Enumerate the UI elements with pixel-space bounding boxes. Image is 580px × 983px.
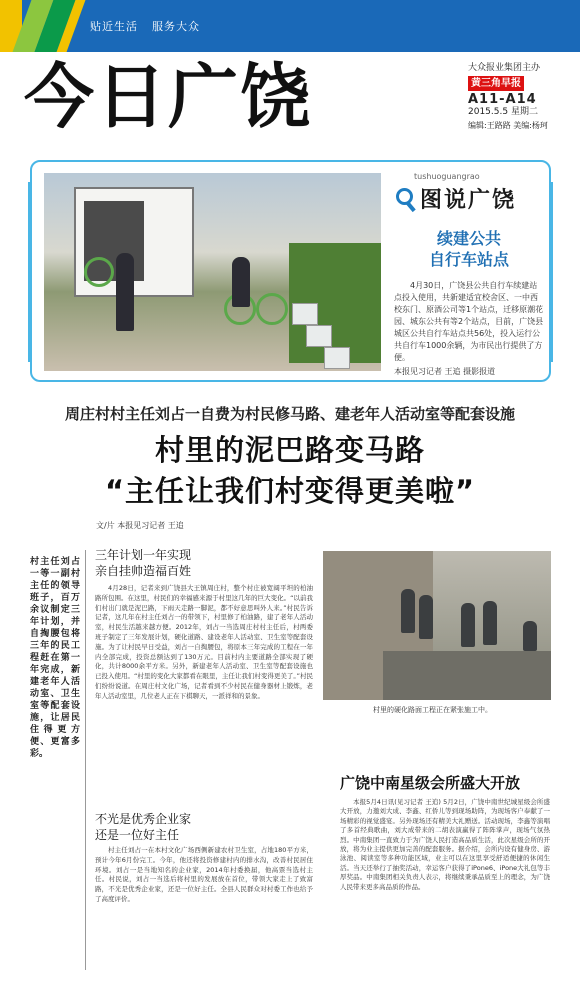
article-headline-2: “主任让我们村变得更美啦”	[104, 474, 476, 508]
worker	[461, 603, 475, 647]
feature-headline-line-1: 续建公共	[436, 229, 501, 248]
feature-byline: 本报见习记者 王追 摄影报道	[394, 367, 496, 376]
bike-wheel	[84, 257, 114, 287]
article-byline: 文/片 本报见习记者 王追	[96, 521, 184, 530]
bike-dock	[292, 303, 318, 325]
sub-paper-logo: 黄三角早报	[468, 76, 524, 91]
column-header	[394, 183, 544, 214]
publisher: 大众报业集团主办	[468, 63, 541, 73]
side-article-body: 本报5月4日讯(见习记者 王追) 5月2日，广饶中南世纪城星级会所盛大开放，力邀刘大成、李鑫、红侨儿等到现场助阵，为现场客户奉献了一场精彩的视觉盛宴。另外现场还有精美大礼赠送。活动现场，李鑫等演唱了多首经典歌曲，刘大成带来的二胡表演赢得了阵阵掌声，现场气氛热烈。中南集团一直致力于为广饶人民打造高品质生活，此次星级会所的开放，将为业主提供更加完善的配套服务。据介绍，会所内设有健身房、游泳池、阅读室等多种功能区域，业主可以在这里享受舒适便捷的休闲生活。当天还举行了抽奖活动，幸运客户获得了iPone6、iPone大礼包等丰厚奖品。中南集团相关负责人表示，将继续秉承品质至上的理念，为广饶人民带来更多高品质的作品。	[340, 798, 550, 891]
column-divider	[85, 550, 86, 970]
subhead-1	[95, 547, 191, 579]
feature-body: 4月30日，广饶县公共自行车续建站点投入使用，共新建适宜校舍区、一中西校东门、原酒公司等1个站点，迁移原潮花园、城东公共有等2个站点，目前，广饶县城区公共自行车站点共56处，投入运行公共自行车1000余辆，为市民出行提供了方便。	[394, 281, 544, 362]
article-summary: 村主任刘占一等一副村主任的领导班子，百万余议制定三年计划，并自掏腰包将三年的民工程赶在第一年完成，新建老年人活动室、卫生室等配套设施，让居民住得更方便、更富多彩。	[30, 557, 80, 759]
road	[383, 651, 551, 700]
feature-headline-line-2: 自行车站点	[428, 250, 509, 269]
subhead-1-line-1: 三年计划一年实现	[95, 548, 192, 562]
road-construction-photo	[323, 551, 551, 700]
feature-headline	[394, 228, 544, 270]
feature-text	[394, 172, 544, 377]
subhead-2-line-2: 还是一位好主任	[95, 828, 180, 842]
top-banner	[0, 0, 580, 52]
page-range: A11-A14	[468, 92, 537, 107]
banner-slogan-1: 贴近生活	[90, 20, 138, 33]
subhead-1-line-2: 亲自挂帅造福百姓	[95, 564, 192, 578]
feature-card	[30, 160, 551, 382]
article-headline-1: 村里的泥巴路变马路	[154, 433, 425, 467]
article-kicker: 周庄村村主任刘占一自费为村民修马路、建老年人活动室等配套设施	[64, 405, 515, 423]
publication-info	[468, 62, 578, 132]
magnifier-icon	[394, 186, 418, 212]
column-name: 图说广饶	[420, 188, 517, 213]
worker	[523, 621, 537, 651]
person	[232, 257, 250, 307]
column-pinyin: tushuoguangrao	[414, 172, 480, 181]
worker	[483, 601, 497, 645]
article-paragraph-1: 4月28日，记者来到广饶县大王镇周庄村，整个村庄被宽阔平坦的柏油路所包围。在这里，村民们的幸福感来源于村里这几年的巨大变化。“以前我们村出门就是泥巴路，下雨天走路一脚泥，都不好意思叫外人来。”村民告诉记者，这几年在村主任刘占一的带领下，村里修了柏油路，建了老年人活动室，村民生活越来越方便。2012年，刘占一当选周庄村村主任后，村两委班子制定了三年发展计划，硬化道路、建设老年人活动室、卫生室等配套设施。为了让村民早日受益，刘占一自掏腰包，将原本三年完成的工程在一年内全部完成，投资总额达到了130万元。目前村内主要道路全部实现了硬化，共计8000余平方米。另外，新建老年人活动室、卫生室等配套设施也已投入使用。“村里的变化大家都看在眼里，主任让我们村变得更美了。”村民们纷纷说道。在周庄村文化广场，记者看到不少村民在健身器材上锻炼，老年人活动室里，几位老人正在下棋聊天，一派祥和的景象。	[95, 584, 313, 700]
bike-wheel	[256, 293, 288, 325]
bike-dock	[324, 347, 350, 369]
subhead-2-line-1: 不光是优秀企业家	[95, 812, 192, 826]
banner-slogan-2: 服务大众	[152, 20, 200, 33]
side-article-headline: 广饶中南星级会所盛大开放	[340, 774, 521, 792]
masthead-title: 今日广饶	[24, 56, 312, 138]
person	[116, 253, 134, 331]
subhead-2	[95, 811, 191, 843]
photo-caption: 村里的硬化路面工程正在紧张施工中。	[373, 706, 492, 714]
worker	[401, 589, 415, 633]
bike-station-photo	[44, 173, 381, 371]
article-paragraph-2: 村主任刘占一在本村文化广场西侧新建农村卫生室，占地180平方米，预计今年6月份完工。今年，他还将投资修建村内的排水沟，改善村民居住环境。刘占一是当地知名的企业家，2014年村委换届，他高票当选村主任。村民说，刘占一当选后将村里的发展放在首位，带领大家走上了致富路，不光是优秀企业家，还是一位好主任。全县人民群众对村委工作也给予了高度评价。	[95, 846, 313, 903]
editors: 编辑:王路路 美编:杨珂	[468, 121, 548, 130]
bike-dock	[306, 325, 332, 347]
worker	[419, 595, 433, 639]
issue-date: 2015.5.5 星期二	[468, 107, 538, 117]
